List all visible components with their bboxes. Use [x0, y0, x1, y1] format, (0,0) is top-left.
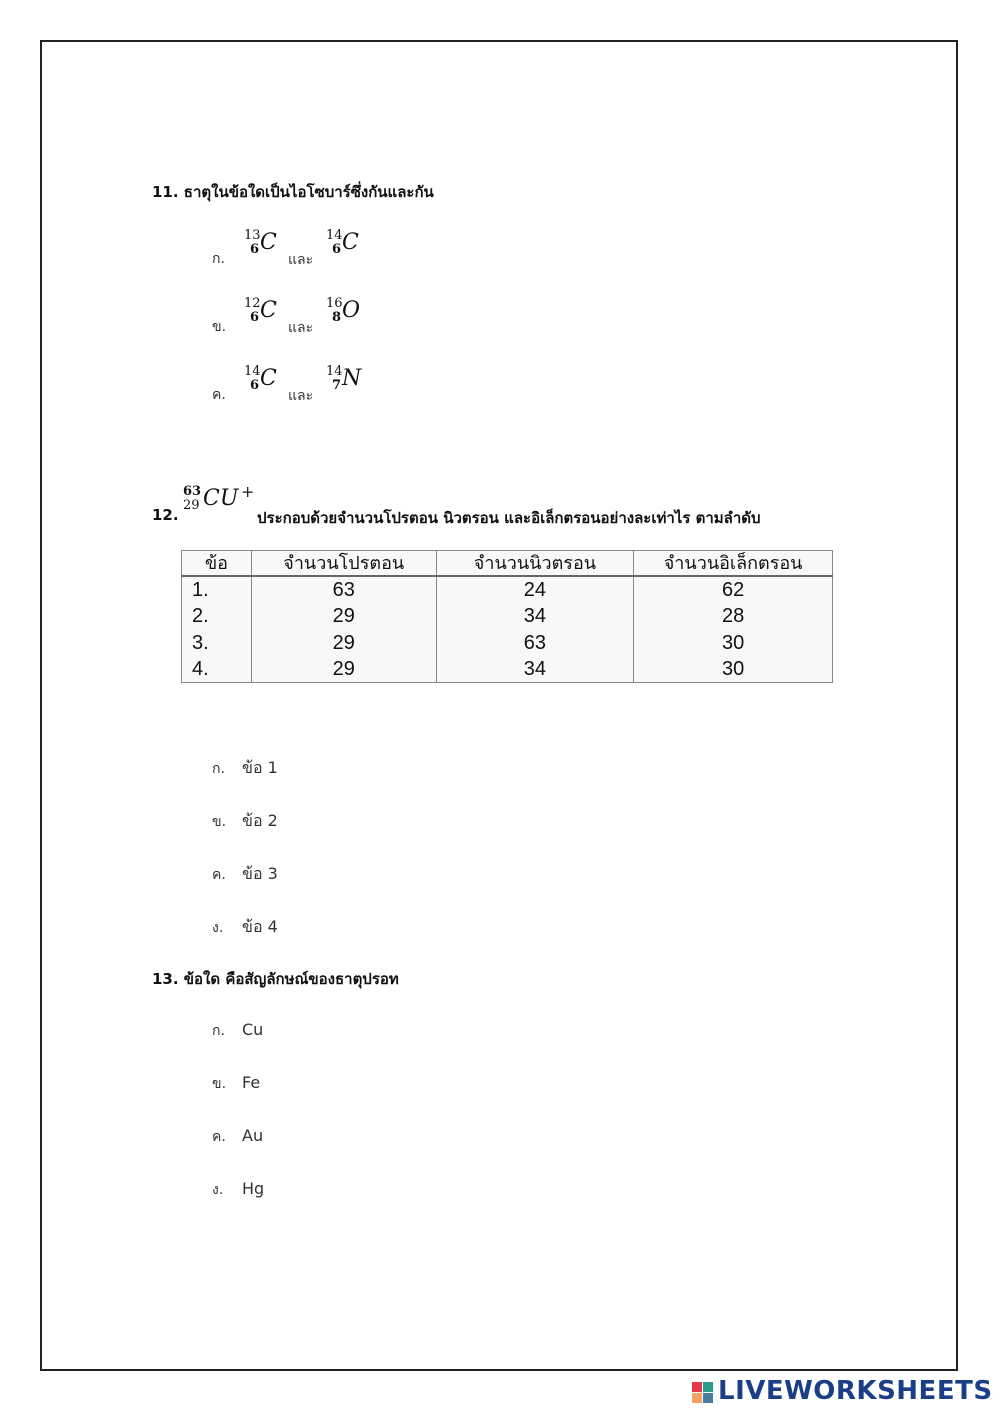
table-cell: 34 [436, 656, 634, 683]
table-cell: 1. [182, 576, 252, 603]
table-header-row [182, 551, 833, 577]
q13-option-b[interactable]: ข. Fe [212, 1073, 261, 1092]
table-cell: 3. [182, 630, 252, 656]
q12-answer-table [181, 550, 833, 683]
q13-option-d[interactable]: ง. Hg [212, 1179, 265, 1198]
table-cell: 29 [251, 603, 436, 629]
question-12-title: ประกอบด้วยจำนวนโปรตอน นิวตรอน และอิเล็กตรอนอย่างละเท่าไร ตามลำดับ [257, 509, 761, 527]
table-cell: 29 [251, 630, 436, 656]
q11-option-a-and: และ [288, 252, 314, 268]
table-row [182, 603, 833, 629]
q12-option-c[interactable]: ค. ข้อ 3 [212, 864, 278, 883]
table-cell: 34 [436, 603, 634, 629]
q12-option-a[interactable]: ก. ข้อ 1 [212, 758, 278, 777]
table-cell: 2. [182, 603, 252, 629]
q11-option-c-and: และ [288, 388, 314, 404]
table-row [182, 576, 833, 603]
q11-option-b-label: ข. [212, 319, 227, 335]
q13-option-a[interactable]: ก. Cu [212, 1020, 264, 1039]
table-cell: 30 [634, 630, 833, 656]
table-cell: 24 [436, 576, 634, 603]
table-cell: 28 [634, 603, 833, 629]
liveworksheets-brand[interactable]: LIVEWORKSHEETS [718, 1376, 993, 1406]
q13-option-c[interactable]: ค. Au [212, 1126, 264, 1145]
table-cell: 29 [251, 656, 436, 683]
table-cell: 4. [182, 656, 252, 683]
q12-option-b[interactable]: ข. ข้อ 2 [212, 811, 278, 830]
table-cell: 30 [634, 656, 833, 683]
q12-option-d[interactable]: ง. ข้อ 4 [212, 917, 278, 936]
q11-option-b-and: และ [288, 320, 314, 336]
table-header-cell: จำนวนอิเล็กตรอน [634, 551, 833, 577]
question-13-title: 13. ข้อใด คือสัญลักษณ์ของธาตุปรอท [152, 970, 399, 988]
table-header-cell: จำนวนนิวตรอน [436, 551, 634, 577]
q11-option-c-label: ค. [212, 387, 226, 403]
worksheet-page [40, 40, 958, 1371]
table-header-cell: จำนวนโปรตอน [251, 551, 436, 577]
table-cell: 63 [436, 630, 634, 656]
question-12-number: 12. [152, 506, 179, 524]
table-cell: 63 [251, 576, 436, 603]
liveworksheets-logo-icon [692, 1382, 714, 1404]
table-row [182, 656, 833, 683]
q12-copper-ion: 63 29 CU + [183, 482, 255, 513]
question-11-title: 11. ธาตุในข้อใดเป็นไอโซบาร์ซึ่งกันและกัน [152, 183, 434, 201]
q11-option-a-label: ก. [212, 251, 225, 267]
table-header-cell: ข้อ [182, 551, 252, 577]
table-row [182, 630, 833, 656]
table-cell: 62 [634, 576, 833, 603]
